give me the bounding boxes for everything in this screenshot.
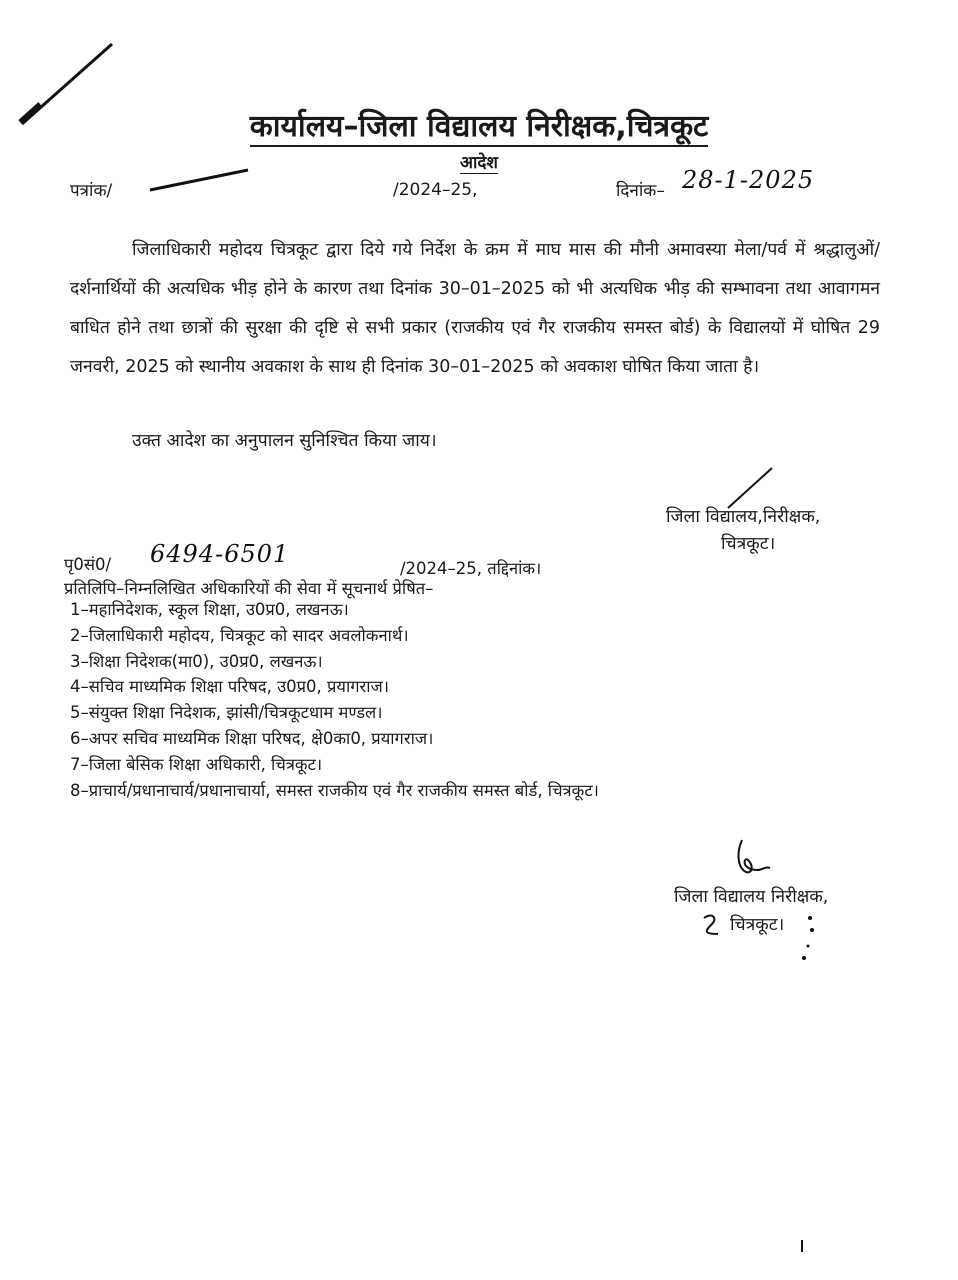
ref-year: /2024–25, <box>393 180 478 200</box>
copy-ref-number-handwritten: 6494-6501 <box>150 540 290 568</box>
ref-handwritten-stroke <box>146 166 256 196</box>
signature-1-designation: जिला विद्यालय,निरीक्षक, <box>666 507 821 527</box>
signature-2-mark <box>732 836 782 880</box>
copy-ref-label: पृ0सं0/ <box>64 555 112 574</box>
date-handwritten: 28-1-2025 <box>682 166 815 194</box>
copy-intro: प्रतिलिपि–निम्नलिखित अधिकारियों की सेवा में सूचनार्थ प्रेषित– <box>64 579 434 598</box>
order-heading: आदेश <box>460 153 498 173</box>
order-body-paragraph: जिलाधिकारी महोदय चित्रकूट द्वारा दिये गये निर्देश के क्रम में माघ मास की मौनी अमावस्या मेला/पर्व में श्रद्धालुओं/दर्शनार्थियों की अत्यधिक भीड़ होने के कारण तथा दिनांक 30–01–2025 को भी अत्यधिक भीड़ की सम्भावना तथा आवागमन बाधित होने तथा छात्रों की सुरक्षा की दृष्टि से सभी प्रकार (राजकीय एवं गैर राजकीय समस्त बोर्ड) के विद्यालयों में घोषित 29 जनवरी, 2025 को स्थानीय अवकाश के साथ ही दिनांक 30–01–2025 को अवकाश घोषित किया जाता है। <box>70 240 880 377</box>
bottom-tick-mark <box>795 1236 809 1256</box>
list-item: 3–शिक्षा निदेशक(मा0), उ0प्र0, लखनऊ। <box>70 651 323 671</box>
ink-dots <box>796 906 826 970</box>
list-item: 7–जिला बेसिक शिक्षा अधिकारी, चित्रकूट। <box>70 754 323 774</box>
signature-2-place: चित्रकूट। <box>730 915 785 935</box>
signature-2-designation: जिला विद्यालय निरीक्षक, <box>674 887 829 907</box>
compliance-line: उक्त आदेश का अनुपालन सुनिश्चित किया जाय। <box>132 431 437 451</box>
ref-label: पत्रांक/ <box>70 181 113 201</box>
list-item: 6–अपर सचिव माध्यमिक शिक्षा परिषद, क्षे0का0, प्रयागराज। <box>70 728 434 748</box>
list-item: 8–प्राचार्य/प्रधानाचार्य/प्रधानाचार्या, समस्त राजकीय एवं गैर राजकीय समस्त बोर्ड, चित्रकूट। <box>70 780 599 800</box>
recipient-list <box>70 597 599 803</box>
signature-1-place: चित्रकूट। <box>721 534 776 554</box>
list-item: 1–महानिदेशक, स्कूल शिक्षा, उ0प्र0, लखनऊ। <box>70 600 349 619</box>
signature-2-initial <box>698 910 724 938</box>
office-title: कार्यालय–जिला विद्यालय निरीक्षक,चित्रकूट <box>0 104 958 145</box>
list-item: 2–जिलाधिकारी महोदय, चित्रकूट को सादर अवलोकनार्थ। <box>70 625 409 645</box>
date-label: दिनांक– <box>616 181 665 201</box>
list-item: 4–सचिव माध्यमिक शिक्षा परिषद, उ0प्र0, प्रयागराज। <box>70 677 390 697</box>
list-item: 5–संयुक्त शिक्षा निदेशक, झांसी/चित्रकूटधाम मण्डल। <box>70 703 383 723</box>
copy-ref-suffix: /2024–25, तद्दिनांक। <box>400 559 542 578</box>
